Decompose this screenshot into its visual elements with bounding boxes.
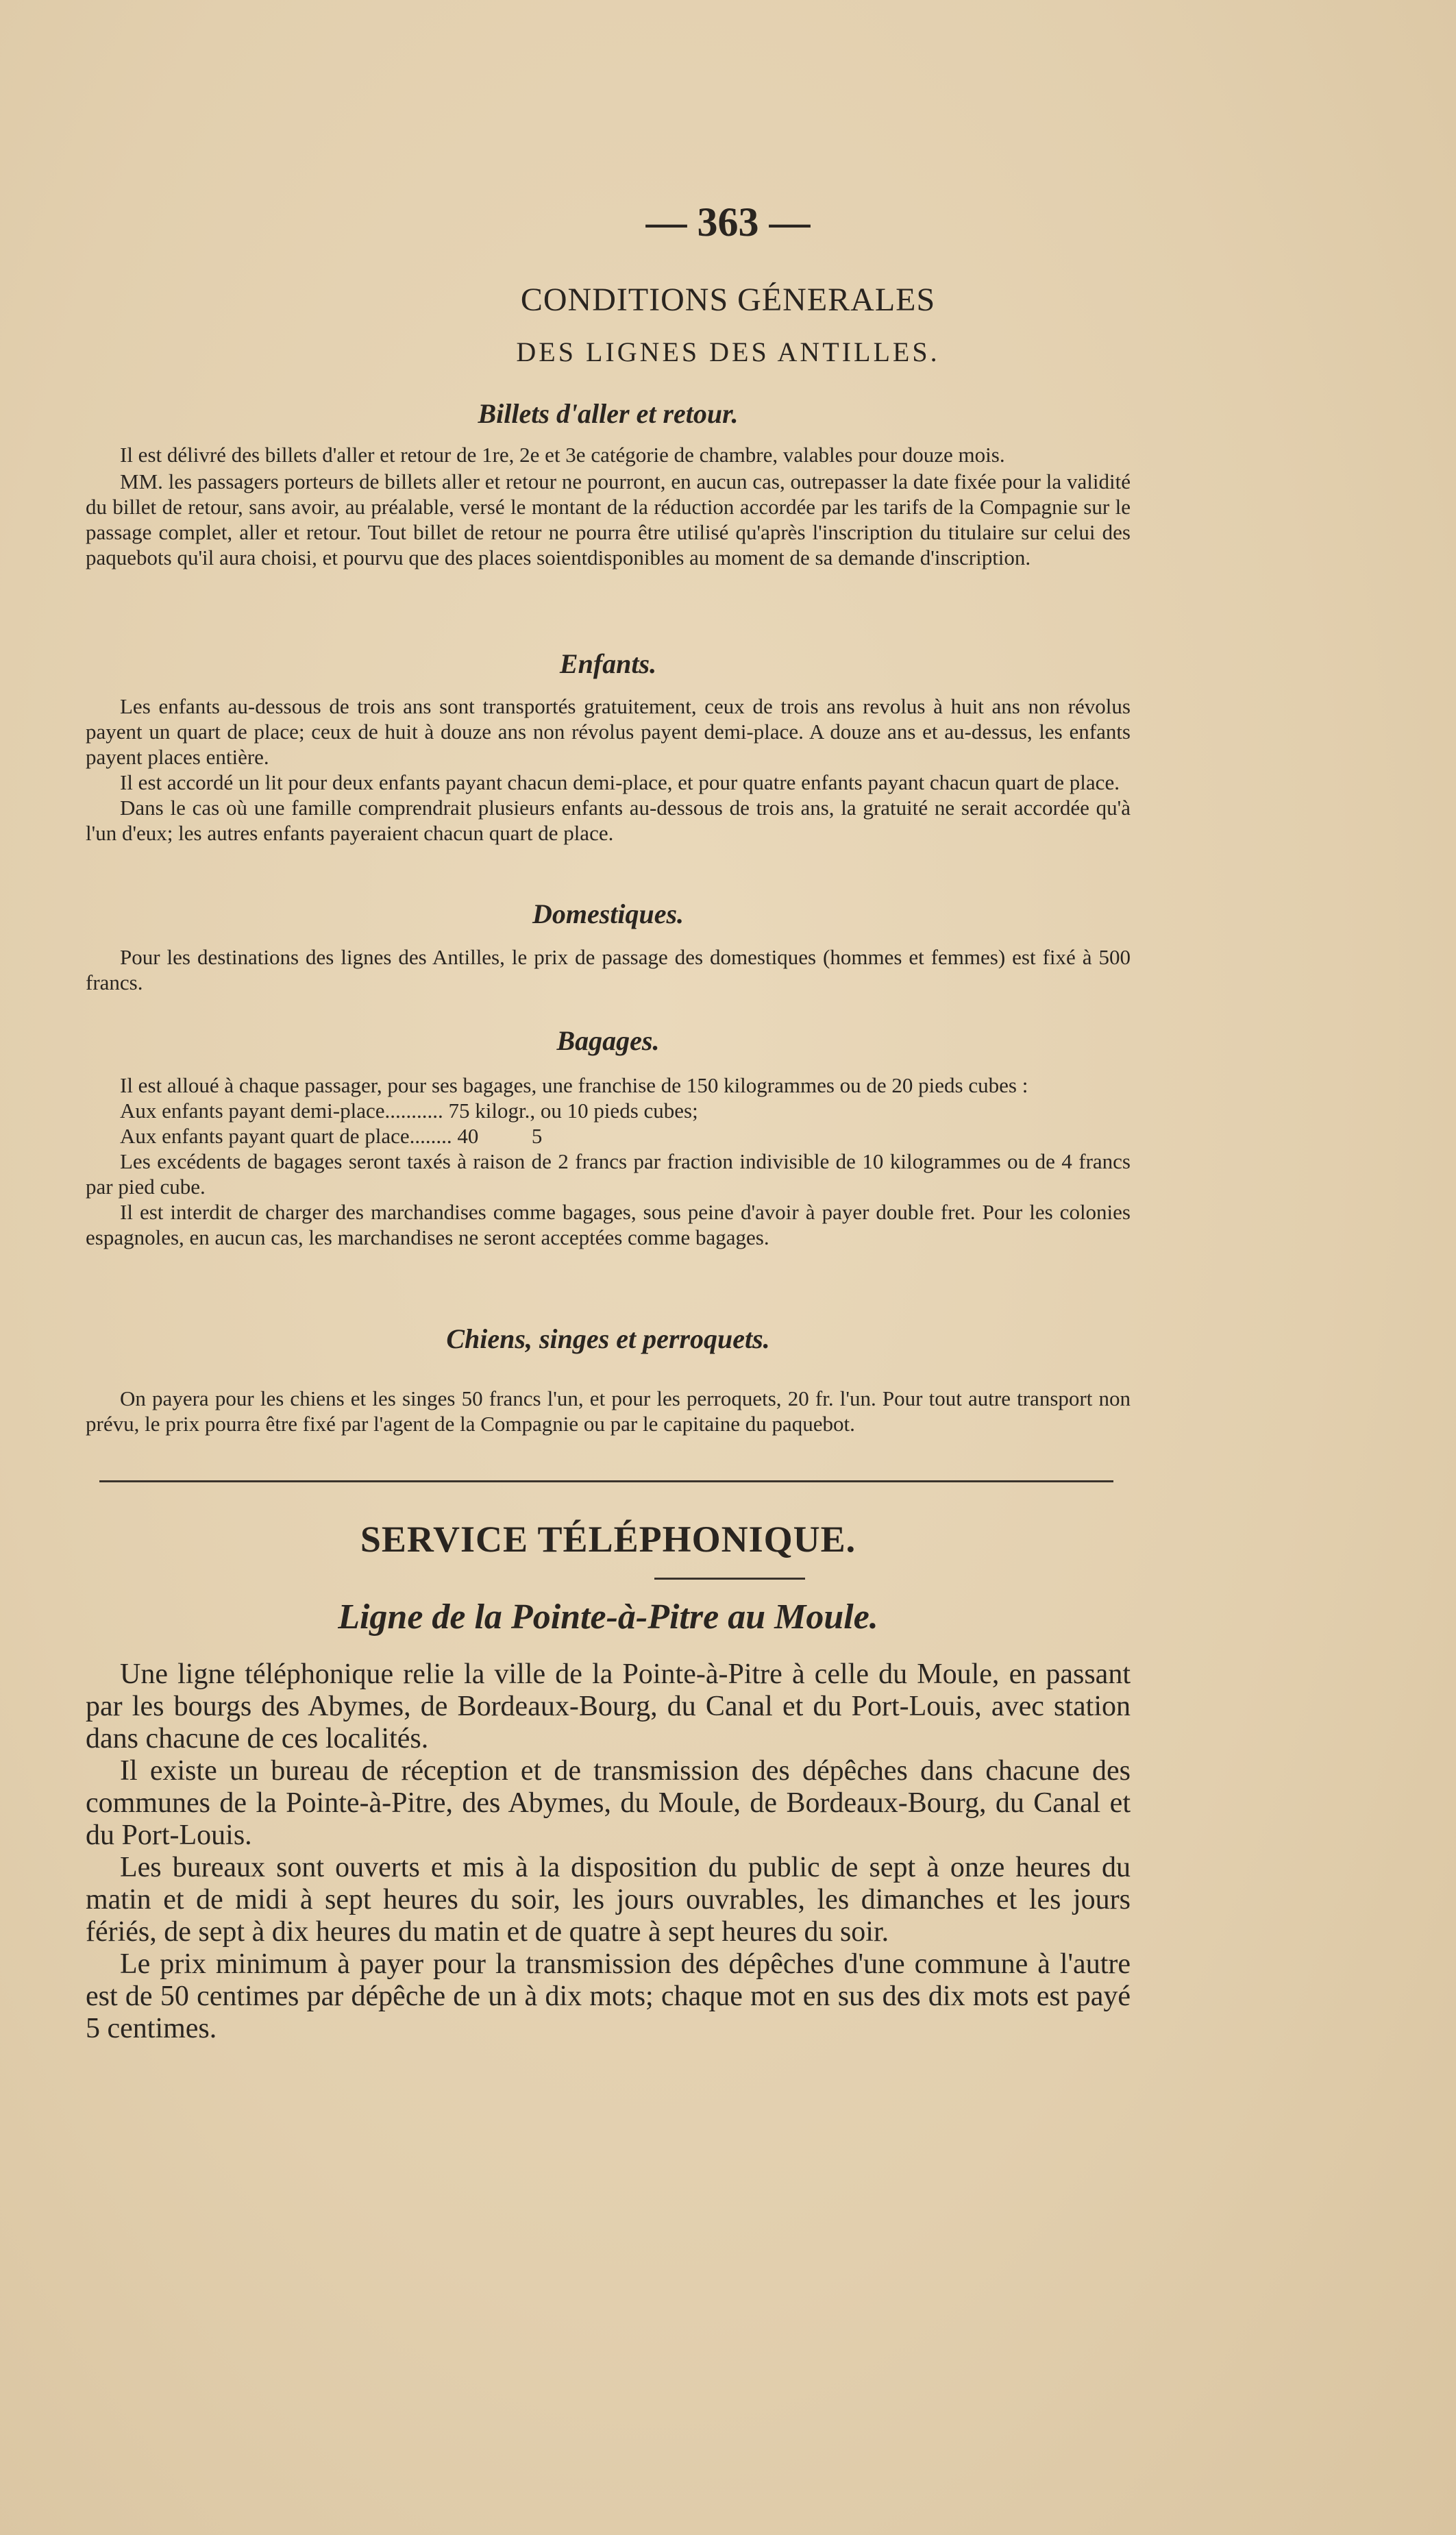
allowance-line: Aux enfants payant demi-place........... 75 kilogr., ou 10 pieds cubes; (120, 1099, 698, 1123)
service-title: Ligne de la Pointe-à-Pitre au Moule. (338, 1597, 878, 1637)
service-heading: SERVICE TÉLÉPHONIQUE. (360, 1519, 856, 1560)
allowance-line: Aux enfants payant quart de place........ 40 5 (120, 1124, 543, 1148)
section-divider (99, 1480, 1113, 1482)
paragraph: Pour les destinations des lignes des Antilles, le prix de passage des domestiques (hommes et femmes) est fixé à 500 francs. (86, 945, 1131, 994)
section-title-enfants: Enfants. (559, 648, 657, 679)
section-chiens (86, 1386, 1131, 1436)
paragraph: Une ligne téléphonique relie la ville de la Pointe-à-Pitre à celle du Moule, en passant par les bourgs des Abymes, de Bordeaux-Bourg, du Canal et du Port-Louis, avec station dans chacune de ces localités. (86, 1658, 1131, 1754)
paragraph: Il est interdit de charger des marchandises comme bagages, sous peine d'avoir à payer double fret. Pour les colonies espagnoles, en aucun cas, les marchandises ne seront acceptées comme bagages. (86, 1200, 1131, 1249)
paragraph: On payera pour les chiens et les singes 50 francs l'un, et pour les perroquets, 20 fr. l'un. Pour tout autre transport non prévu, le prix pourra être fixé par l'agent de la Compagnie ou par le capitaine du paquebot. (86, 1386, 1131, 1436)
paragraph: Le prix minimum à payer pour la transmission des dépêches d'une commune à l'autre est de 50 centimes par dépêche de un à dix mots; chaque mot en sus des dix mots est payé 5 centimes. (86, 1948, 1131, 2044)
paragraph: Il est alloué à chaque passager, pour ses bagages, une franchise de 150 kilogrammes ou de 20 pieds cubes : (120, 1073, 1028, 1097)
page-heading: CONDITIONS GÉNERALES (520, 282, 936, 318)
section-title-bagages: Bagages. (556, 1025, 660, 1056)
paragraph: Dans le cas où une famille comprendrait plusieurs enfants au-dessous de trois ans, la gratuité ne serait accordée qu'à l'un d'eux; les autres enfants payeraient chacun quart de place. (86, 796, 1131, 845)
section-enfants (86, 694, 1131, 846)
paragraph: MM. les passagers porteurs de billets aller et retour ne pourront, en aucun cas, outrepasser la date fixée pour la validité du billet de retour, sans avoir, au préalable, versé le montant de la réduction accordée par les tarifs de la Compagnie sur le passage complet, aller et retour. Tout billet de retour ne pourra être utilisé qu'après l'inscription du titulaire sur celui des paquebots qu'il aura choisi, et pourvu que des places soientdisponibles au moment de sa demande d'inscription. (86, 469, 1131, 570)
section-billets (86, 442, 1131, 570)
section-domestiques (86, 944, 1131, 995)
paragraph: Les excédents de bagages seront taxés à raison de 2 francs par fraction indivisible de 10 kilogrammes ou de 4 francs par pied cube. (86, 1149, 1131, 1199)
page-subheading: DES LIGNES DES ANTILLES. (516, 336, 940, 367)
section-title-domestiques: Domestiques. (532, 898, 684, 929)
heading-underline (654, 1578, 805, 1580)
section-title-billets: Billets d'aller et retour. (478, 398, 739, 429)
paragraph: Les enfants au-dessous de trois ans sont transportés gratuitement, ceux de trois ans revolus à huit ans non révolus payent un quart de place; ceux de huit à douze ans non révolus payent demi-place. A douze ans et au-dessus, les enfants payent places entière. (86, 694, 1131, 769)
page-number: — 363 — (645, 199, 811, 245)
paragraph: Les bureaux sont ouverts et mis à la disposition du public de sept à onze heures du matin et de midi à sept heures du soir, les jours ouvrables, les dimanches et les jours fériés, de sept à dix heures du matin et de quatre à sept heures du soir. (86, 1852, 1131, 1948)
section-bagages (86, 1073, 1131, 1250)
paragraph: Il est accordé un lit pour deux enfants payant chacun demi-place, et pour quatre enfants payant chacun quart de place. (120, 770, 1120, 794)
section-telephone (86, 1658, 1131, 2045)
paragraph: Il est délivré des billets d'aller et retour de 1re, 2e et 3e catégorie de chambre, valables pour douze mois. (120, 443, 1005, 467)
section-title-chiens: Chiens, singes et perroquets. (446, 1323, 770, 1354)
paragraph: Il existe un bureau de réception et de transmission des dépêches dans chacune des communes de la Pointe-à-Pitre, des Abymes, du Moule, de Bordeaux-Bourg, du Canal et du Port-Louis. (86, 1755, 1131, 1851)
